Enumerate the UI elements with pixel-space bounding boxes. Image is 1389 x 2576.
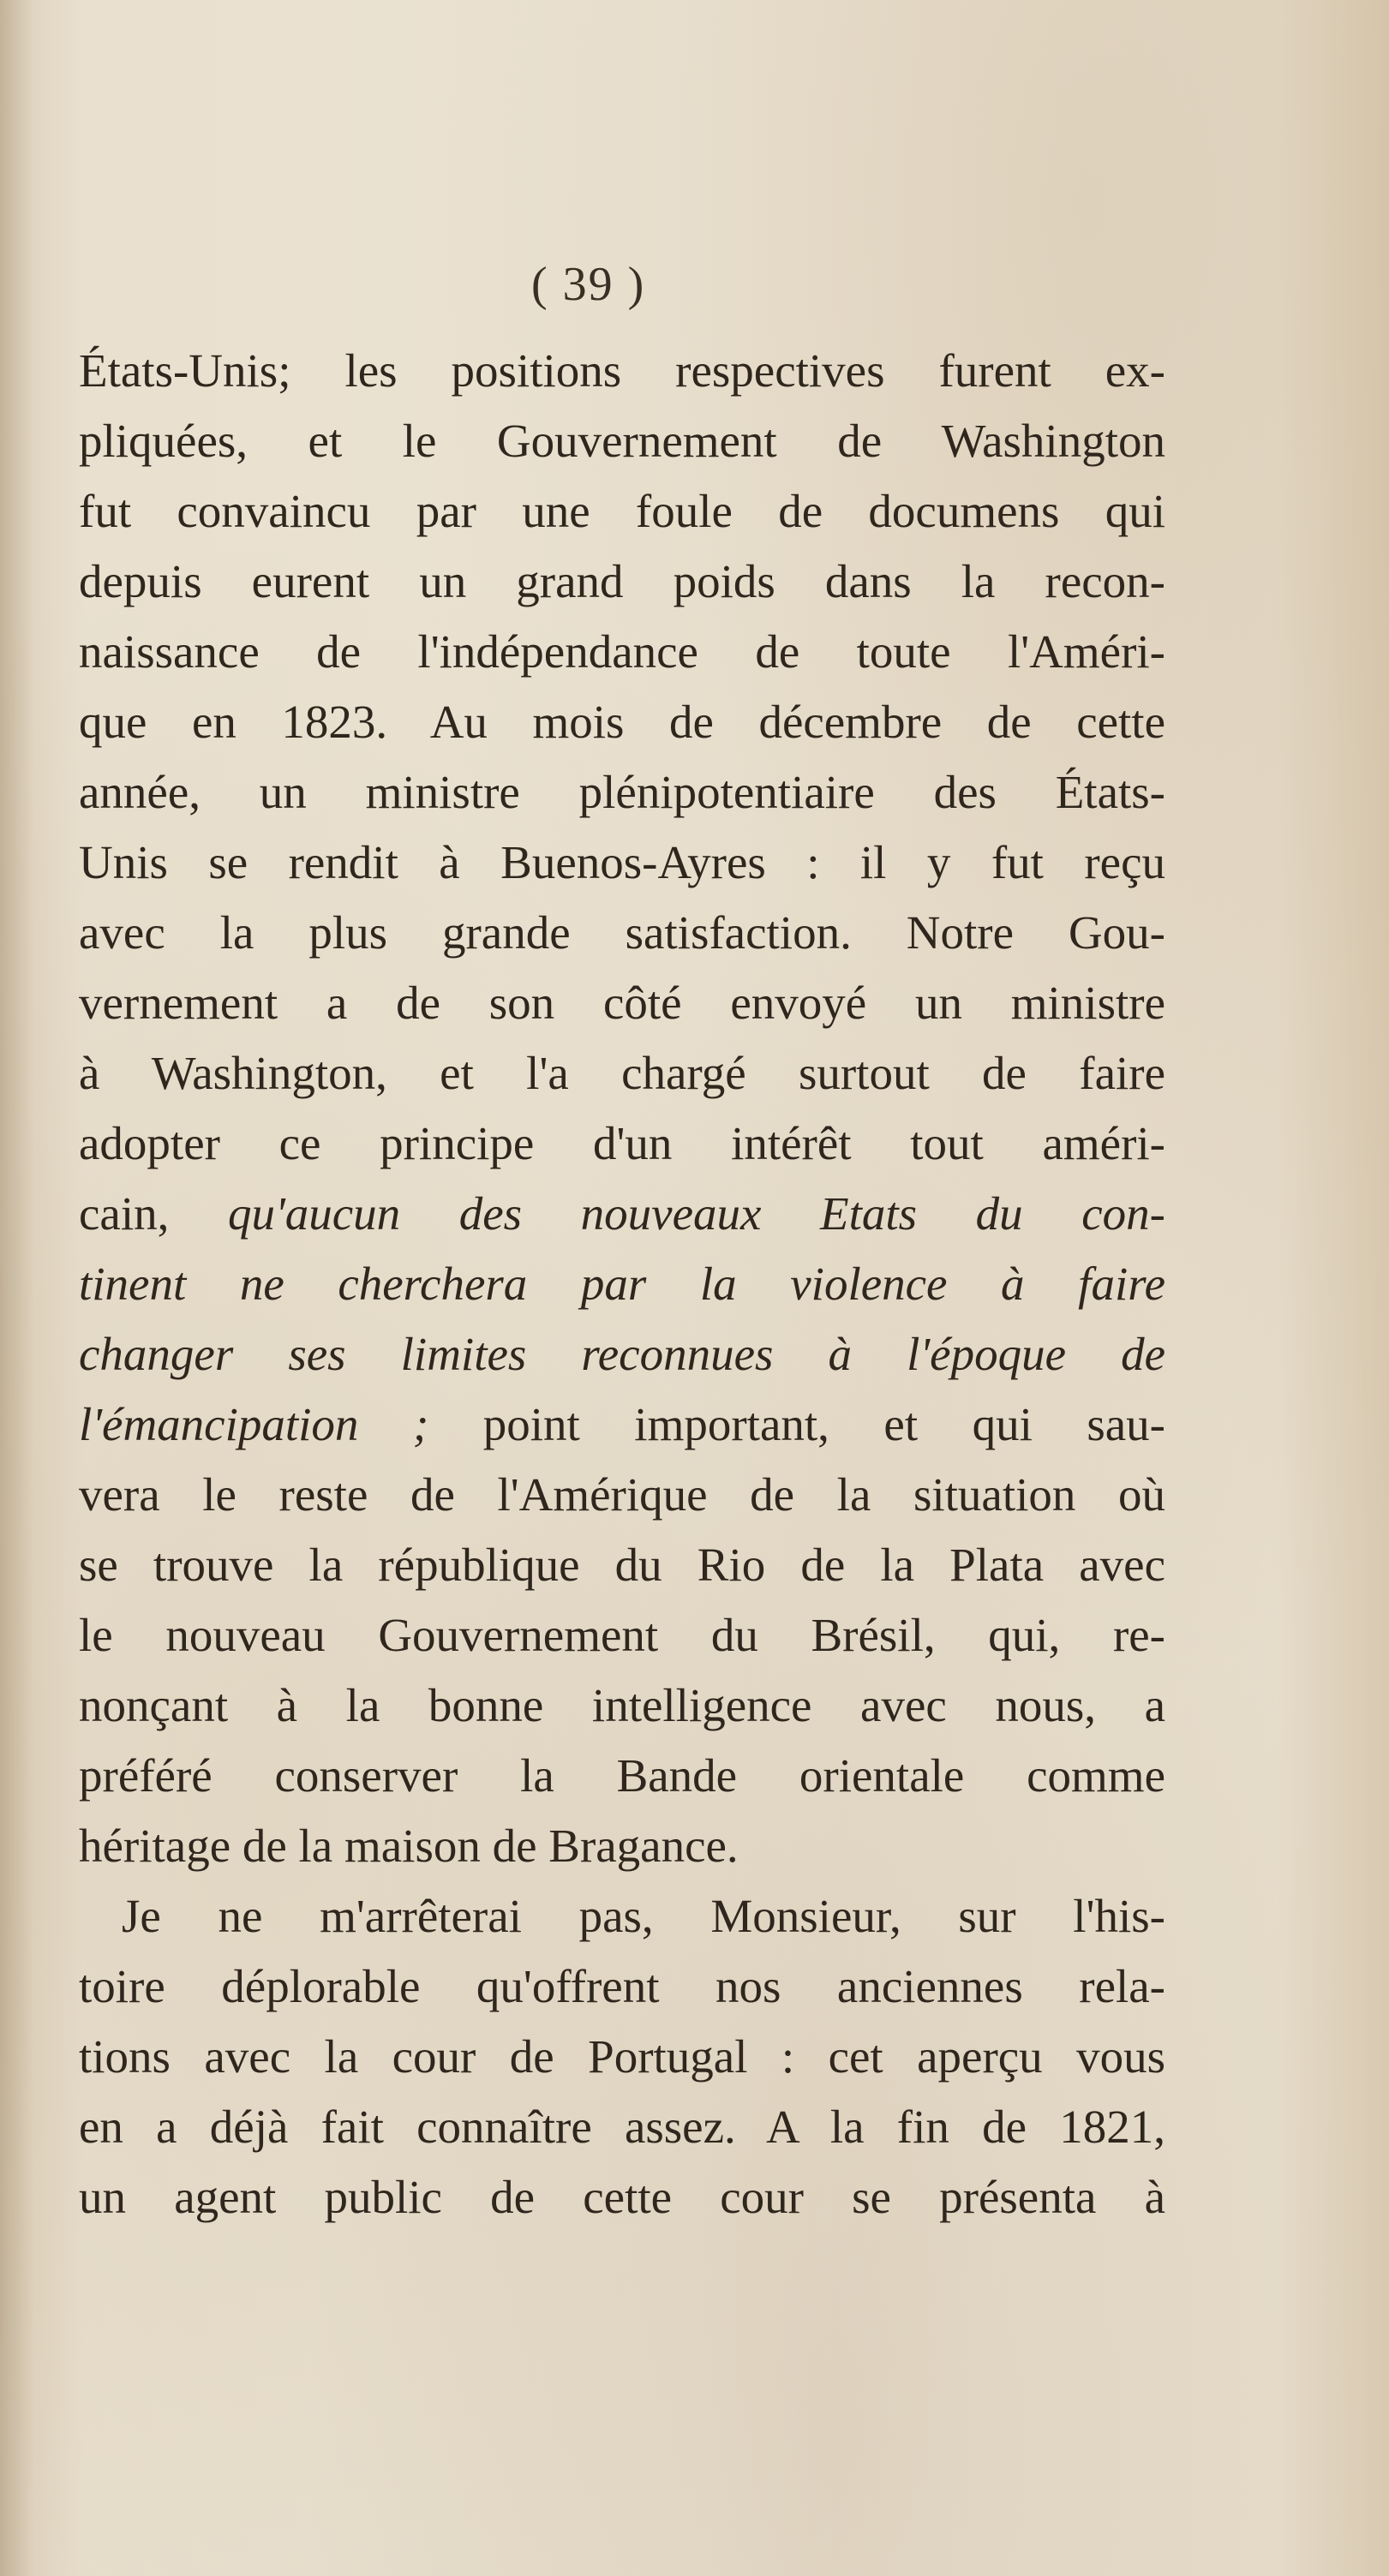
- text-segment: point important, et qui sau-: [428, 1398, 1166, 1450]
- text-line: [79, 1951, 1165, 2022]
- text-segment: année, un ministre plénipotentiaire des États-: [79, 766, 1165, 818]
- text-segment: le nouveau Gouvernement du Brésil, qui, re-: [79, 1609, 1165, 1661]
- text-segment: Je ne m'arrêterai pas, Monsieur, sur l'his-: [122, 1890, 1165, 1942]
- text-segment: cain,: [79, 1187, 228, 1240]
- text-segment: adopter ce principe d'un intérêt tout améri-: [79, 1117, 1165, 1169]
- text-line: [79, 617, 1165, 687]
- text-segment: États-Unis; les positions respectives furent ex-: [79, 344, 1165, 397]
- text-line: [79, 1530, 1165, 1600]
- italic-text-segment: qu'aucun des nouveaux Etats du con-: [227, 1187, 1166, 1240]
- italic-text-segment: changer ses limites reconnues à l'époque de: [79, 1328, 1165, 1380]
- text-segment: vernement a de son côté envoyé un ministre: [79, 977, 1165, 1029]
- text-line: [79, 968, 1165, 1038]
- text-segment: fut convaincu par une foule de documens qui: [79, 485, 1165, 537]
- text-segment: Unis se rendit à Buenos-Ayres : il y fut reçu: [79, 836, 1165, 888]
- text-segment: à Washington, et l'a chargé surtout de faire: [79, 1047, 1165, 1099]
- text-segment: que en 1823. Au mois de décembre de cette: [79, 696, 1165, 748]
- text-line: [79, 547, 1165, 617]
- page-number: ( 39 ): [531, 258, 646, 311]
- text-segment: depuis eurent un grand poids dans la recon-: [79, 555, 1165, 607]
- text-line: [79, 1249, 1165, 1319]
- text-line: [79, 757, 1165, 828]
- text-line: [79, 1390, 1165, 1460]
- text-line: [79, 2022, 1165, 2092]
- text-line: [79, 898, 1165, 968]
- text-segment: un agent public de cette cour se présenta à: [79, 2171, 1165, 2223]
- text-line: [79, 336, 1165, 406]
- text-segment: nonçant à la bonne intelligence avec nous, a: [79, 1679, 1165, 1731]
- text-line: [79, 476, 1165, 547]
- text-line: [79, 687, 1165, 757]
- spine-shadow: [0, 0, 34, 2576]
- text-line: [79, 1881, 1165, 1951]
- body-text: [79, 336, 1165, 2232]
- italic-text-segment: l'émancipation ;: [79, 1398, 429, 1450]
- text-segment: toire déplorable qu'offrent nos anciennes rela-: [79, 1960, 1165, 2012]
- text-segment: se trouve la république du Rio de la Plata avec: [79, 1539, 1165, 1591]
- text-line: [79, 1179, 1165, 1249]
- text-line: [79, 1811, 1165, 1881]
- text-line: [79, 2162, 1165, 2232]
- text-segment: vera le reste de l'Amérique de la situation où: [79, 1468, 1165, 1521]
- text-line: [79, 406, 1165, 476]
- text-segment: naissance de l'indépendance de toute l'Améri-: [79, 625, 1165, 678]
- text-segment: pliquées, et le Gouvernement de Washington: [79, 415, 1165, 467]
- text-line: [79, 2092, 1165, 2162]
- text-line: [79, 1319, 1165, 1390]
- text-segment: avec la plus grande satisfaction. Notre Gou-: [79, 906, 1165, 959]
- text-segment: héritage de la maison de Bragance.: [79, 1820, 739, 1872]
- text-line: [79, 1109, 1165, 1179]
- text-line: [79, 1741, 1165, 1811]
- text-line: [79, 1038, 1165, 1109]
- text-line: [79, 828, 1165, 898]
- italic-text-segment: tinent ne cherchera par la violence à faire: [79, 1258, 1165, 1310]
- text-segment: en a déjà fait connaître assez. A la fin de 1821,: [79, 2101, 1165, 2153]
- text-line: [79, 1460, 1165, 1530]
- text-line: [79, 1600, 1165, 1671]
- text-segment: préféré conserver la Bande orientale comme: [79, 1749, 1165, 1802]
- text-segment: tions avec la cour de Portugal : cet aperçu vous: [79, 2030, 1165, 2083]
- text-line: [79, 1671, 1165, 1741]
